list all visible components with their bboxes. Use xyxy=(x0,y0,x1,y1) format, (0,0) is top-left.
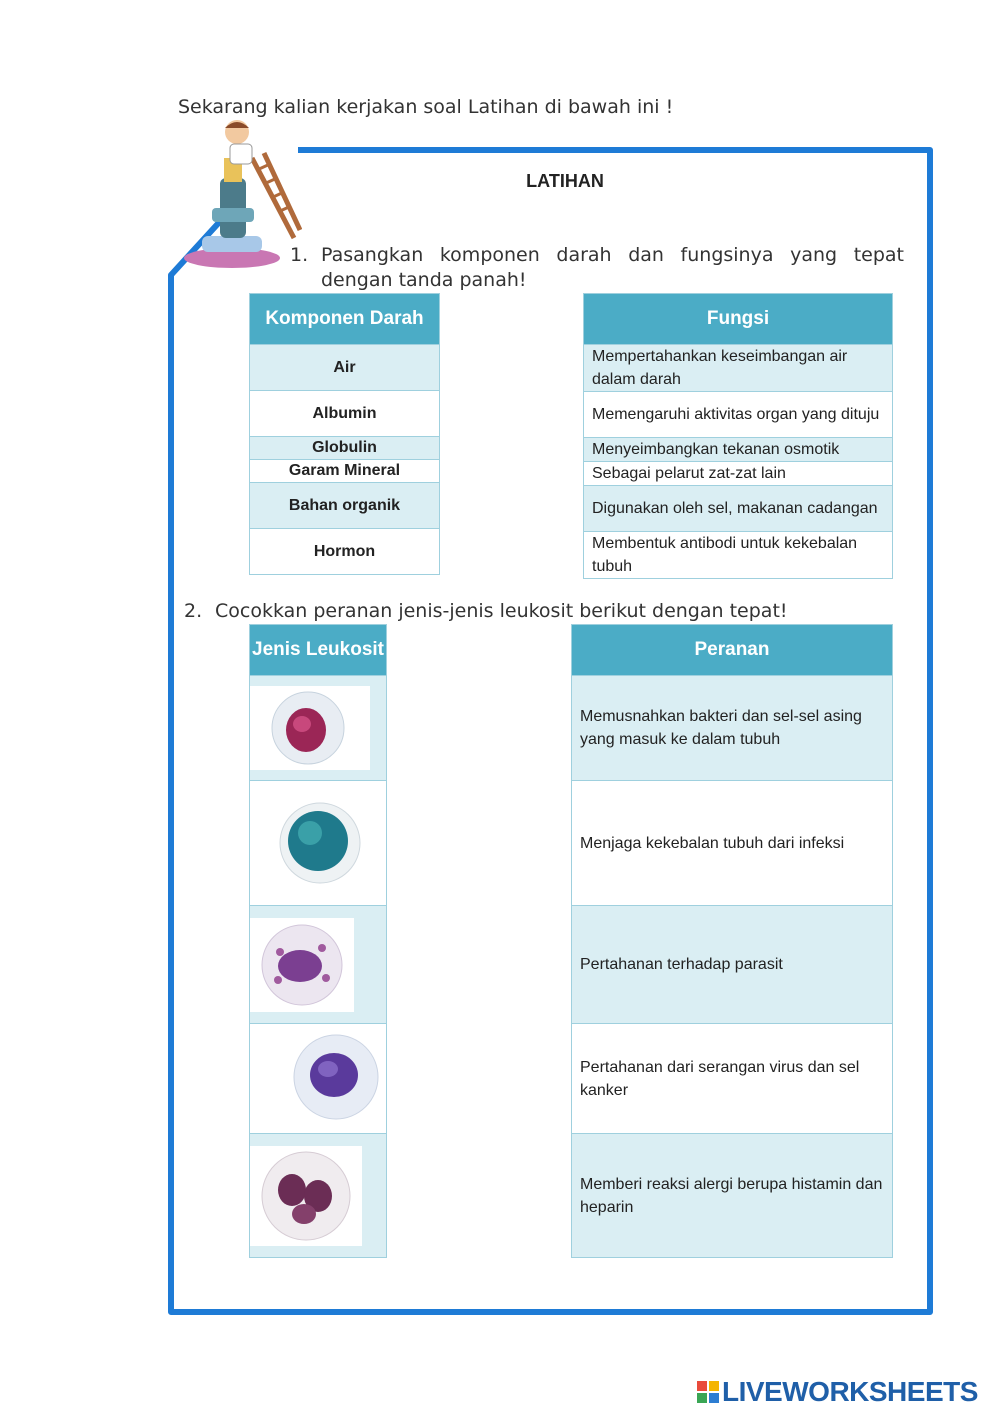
question-1 xyxy=(290,243,904,293)
question-2 xyxy=(184,600,788,622)
eosinophil-cell-image xyxy=(250,918,354,1012)
leukocyte-types-header: Jenis Leukosit xyxy=(250,625,387,676)
function-item[interactable]: Memengaruhi aktivitas organ yang dituju xyxy=(584,392,893,438)
blood-components-table xyxy=(249,293,440,575)
scientist-microscope-illustration xyxy=(182,118,302,273)
function-item[interactable]: Membentuk antibodi untuk kekebalan tubuh xyxy=(584,532,893,579)
leukocyte-image-cell[interactable] xyxy=(250,676,387,781)
question-1-number: 1. xyxy=(290,244,309,266)
functions-table xyxy=(583,293,893,579)
liveworksheets-logo xyxy=(697,1376,978,1408)
worksheet-title: LATIHAN xyxy=(526,171,604,191)
function-item[interactable]: Sebagai pelarut zat-zat lain xyxy=(584,462,893,486)
leukocyte-image-cell[interactable] xyxy=(250,1134,387,1258)
function-item[interactable]: Digunakan oleh sel, makanan cadangan xyxy=(584,486,893,532)
roles-table xyxy=(571,624,893,1258)
neutrophil-cell-image xyxy=(250,686,370,770)
component-item[interactable]: Hormon xyxy=(250,529,440,575)
question-2-number: 2. xyxy=(184,600,203,622)
basophil-cell-image xyxy=(250,1146,362,1246)
monocyte-cell-image xyxy=(250,1029,386,1129)
leukocyte-image-cell[interactable] xyxy=(250,1024,387,1134)
functions-header: Fungsi xyxy=(584,294,893,345)
leukocyte-types-table xyxy=(249,624,387,1258)
lymphocyte-cell-image xyxy=(250,793,386,893)
question-1-text: Pasangkan komponen darah dan fungsinya yang tepat dengan tanda panah! xyxy=(321,244,904,291)
component-item[interactable]: Garam Mineral xyxy=(250,460,440,483)
role-item[interactable]: Pertahanan terhadap parasit xyxy=(572,906,893,1024)
function-item[interactable]: Menyeimbangkan tekanan osmotik xyxy=(584,438,893,462)
role-item[interactable]: Memusnahkan bakteri dan sel-sel asing yang masuk ke dalam tubuh xyxy=(572,676,893,781)
component-item[interactable]: Globulin xyxy=(250,437,440,460)
liveworksheets-brand-text: LIVEWORKSHEETS xyxy=(722,1376,978,1407)
function-item[interactable]: Mempertahankan keseimbangan air dalam darah xyxy=(584,345,893,392)
component-item[interactable]: Albumin xyxy=(250,391,440,437)
role-item[interactable]: Menjaga kekebalan tubuh dari infeksi xyxy=(572,781,893,906)
component-item[interactable]: Bahan organik xyxy=(250,483,440,529)
component-item[interactable]: Air xyxy=(250,345,440,391)
role-item[interactable]: Memberi reaksi alergi berupa histamin dan heparin xyxy=(572,1134,893,1258)
intro-text: Sekarang kalian kerjakan soal Latihan di bawah ini ! xyxy=(178,96,674,118)
leukocyte-image-cell[interactable] xyxy=(250,781,387,906)
role-item[interactable]: Pertahanan dari serangan virus dan sel kanker xyxy=(572,1024,893,1134)
roles-header: Peranan xyxy=(572,625,893,676)
blood-components-header: Komponen Darah xyxy=(250,294,440,345)
question-2-text: Cocokkan peranan jenis-jenis leukosit berikut dengan tepat! xyxy=(215,600,788,622)
liveworksheets-logo-icon xyxy=(697,1381,719,1403)
leukocyte-image-cell[interactable] xyxy=(250,906,387,1024)
